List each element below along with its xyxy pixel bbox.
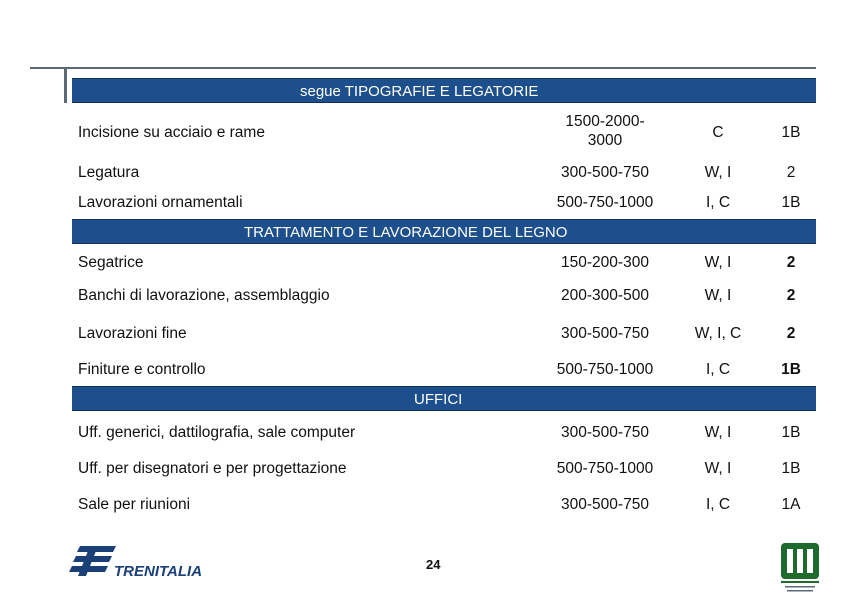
lamp-type: W, I <box>704 164 732 181</box>
glare-class: 2 <box>786 325 796 342</box>
lamp-type: W, I, C <box>694 325 742 342</box>
table-row <box>0 112 842 149</box>
trenitalia-logo <box>68 542 208 587</box>
activity-name: Lavorazioni ornamentali <box>78 194 243 211</box>
activity-name: Finiture e controllo <box>78 361 206 378</box>
table-row <box>0 324 842 354</box>
glare-class: 1B <box>781 194 801 211</box>
lux-range: 500-750-1000 <box>556 361 654 378</box>
lux-range: 300-500-750 <box>561 424 649 441</box>
activity-name: Lavorazioni fine <box>78 325 187 342</box>
table-row <box>0 286 842 316</box>
section-title: TRATTAMENTO E LAVORAZIONE DEL LEGNO <box>244 224 568 241</box>
glare-class: 2 <box>786 164 796 181</box>
lux-range: 500-750-1000 <box>556 194 654 211</box>
section-title: UFFICI <box>414 391 463 408</box>
activity-name: Sale per riunioni <box>78 496 191 513</box>
glare-class: 1B <box>781 424 801 441</box>
left-rule <box>64 67 67 103</box>
page-number: 24 <box>426 557 441 572</box>
activity-name: Legatura <box>78 164 140 181</box>
glare-class: 2 <box>786 287 796 304</box>
lamp-type: W, I <box>704 460 732 477</box>
glare-class: 1B <box>781 124 801 141</box>
lamp-type: I, C <box>705 496 731 513</box>
activity-name: Banchi di lavorazione, assemblaggio <box>78 287 330 304</box>
section-header-legno <box>72 219 816 244</box>
lux-range: 300-500-750 <box>561 496 649 513</box>
glare-class: 1B <box>781 361 801 378</box>
lamp-type: W, I <box>704 424 732 441</box>
lux-range: 300-500-750 <box>561 325 649 342</box>
activity-name: Uff. generici, dattilografia, sale computer <box>78 424 356 441</box>
lamp-type: C <box>712 124 724 141</box>
glare-class: 2 <box>786 254 796 271</box>
lamp-type: W, I <box>704 254 732 271</box>
lamp-type: I, C <box>705 194 731 211</box>
lux-range: 500-750-1000 <box>556 460 654 477</box>
lamp-type: W, I <box>704 287 732 304</box>
lux-range: 150-200-300 <box>561 254 649 271</box>
university-logo <box>777 541 823 600</box>
section-header-uffici <box>72 386 816 411</box>
table-row <box>0 163 842 193</box>
glare-class: 1B <box>781 460 801 477</box>
table-row <box>0 423 842 453</box>
table-row <box>0 253 842 283</box>
lux-range: 200-300-500 <box>561 287 649 304</box>
activity-name: Uff. per disegnatori e per progettazione <box>78 460 347 477</box>
section-title: segue TIPOGRAFIE E LEGATORIE <box>300 83 539 100</box>
table-row <box>0 459 842 489</box>
glare-class: 1A <box>781 496 801 513</box>
lamp-type: I, C <box>705 361 731 378</box>
top-rule <box>30 67 816 69</box>
section-header-tipografie <box>72 78 816 103</box>
trenitalia-mark-icon <box>68 542 208 582</box>
table-row <box>0 495 842 525</box>
activity-name: Segatrice <box>78 254 144 271</box>
brand-name: TRENITALIA <box>114 563 203 580</box>
lux-range: 1500-2000- 3000 <box>565 113 645 149</box>
activity-name: Incisione su acciaio e rame <box>78 124 265 141</box>
lux-range: 300-500-750 <box>561 164 649 181</box>
